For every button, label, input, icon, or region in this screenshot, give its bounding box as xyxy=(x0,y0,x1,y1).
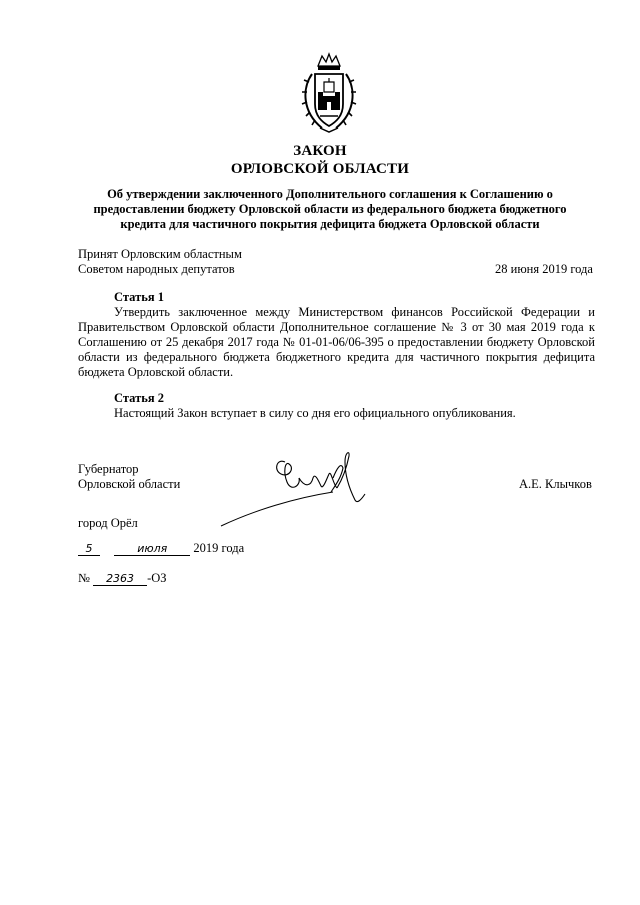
article-2-text: Настоящий Закон вступает в силу со дня его официального опубликования. xyxy=(114,406,516,420)
signing-month: июля xyxy=(114,543,190,556)
law-number-value: 2363 xyxy=(93,573,147,586)
law-title: ЗАКОН xyxy=(293,143,347,159)
adoption-date: 28 июня 2019 года xyxy=(495,262,593,276)
article-1-text: Утвердить заключенное между Министерством финансов Российской Федерации и Правительством Орловской области Дополнительное соглашение № 3 от 30 мая 2019 года к Соглашению от 25 декабря 2017 года № 01-01-06/06-395 о предоставлении бюджету Орловской области из федерального бюджета бюджетного кредита для частичного покрытия дефицита бюджета Орловской области. xyxy=(78,305,595,379)
region-title: ОРЛОВСКОЙ ОБЛАСТИ xyxy=(230,161,410,177)
article-1-heading: Статья 1 xyxy=(114,290,164,304)
coat-of-arms-icon xyxy=(300,52,358,136)
law-subject: Об утверждении заключенного Дополнительного соглашения к Соглашению о предоставлении бюджету Орловской области из федерального бюджета бюджетного кредита для частичного покрытия дефицита бюджета Орловской области xyxy=(93,187,567,231)
signing-date: 5 июля 2019 года xyxy=(78,541,244,556)
city: город Орёл xyxy=(78,516,138,530)
adopted-by: Принят Орловским областным Советом народных депутатов xyxy=(78,247,242,276)
handwritten-signature xyxy=(215,448,375,530)
governor-position: Губернатор Орловской области xyxy=(78,462,181,491)
signing-day: 5 xyxy=(78,543,100,556)
law-number: № 2363 -ОЗ xyxy=(78,571,167,585)
article-2-heading: Статья 2 xyxy=(114,391,164,405)
governor-name: А.Е. Клычков xyxy=(519,477,592,491)
